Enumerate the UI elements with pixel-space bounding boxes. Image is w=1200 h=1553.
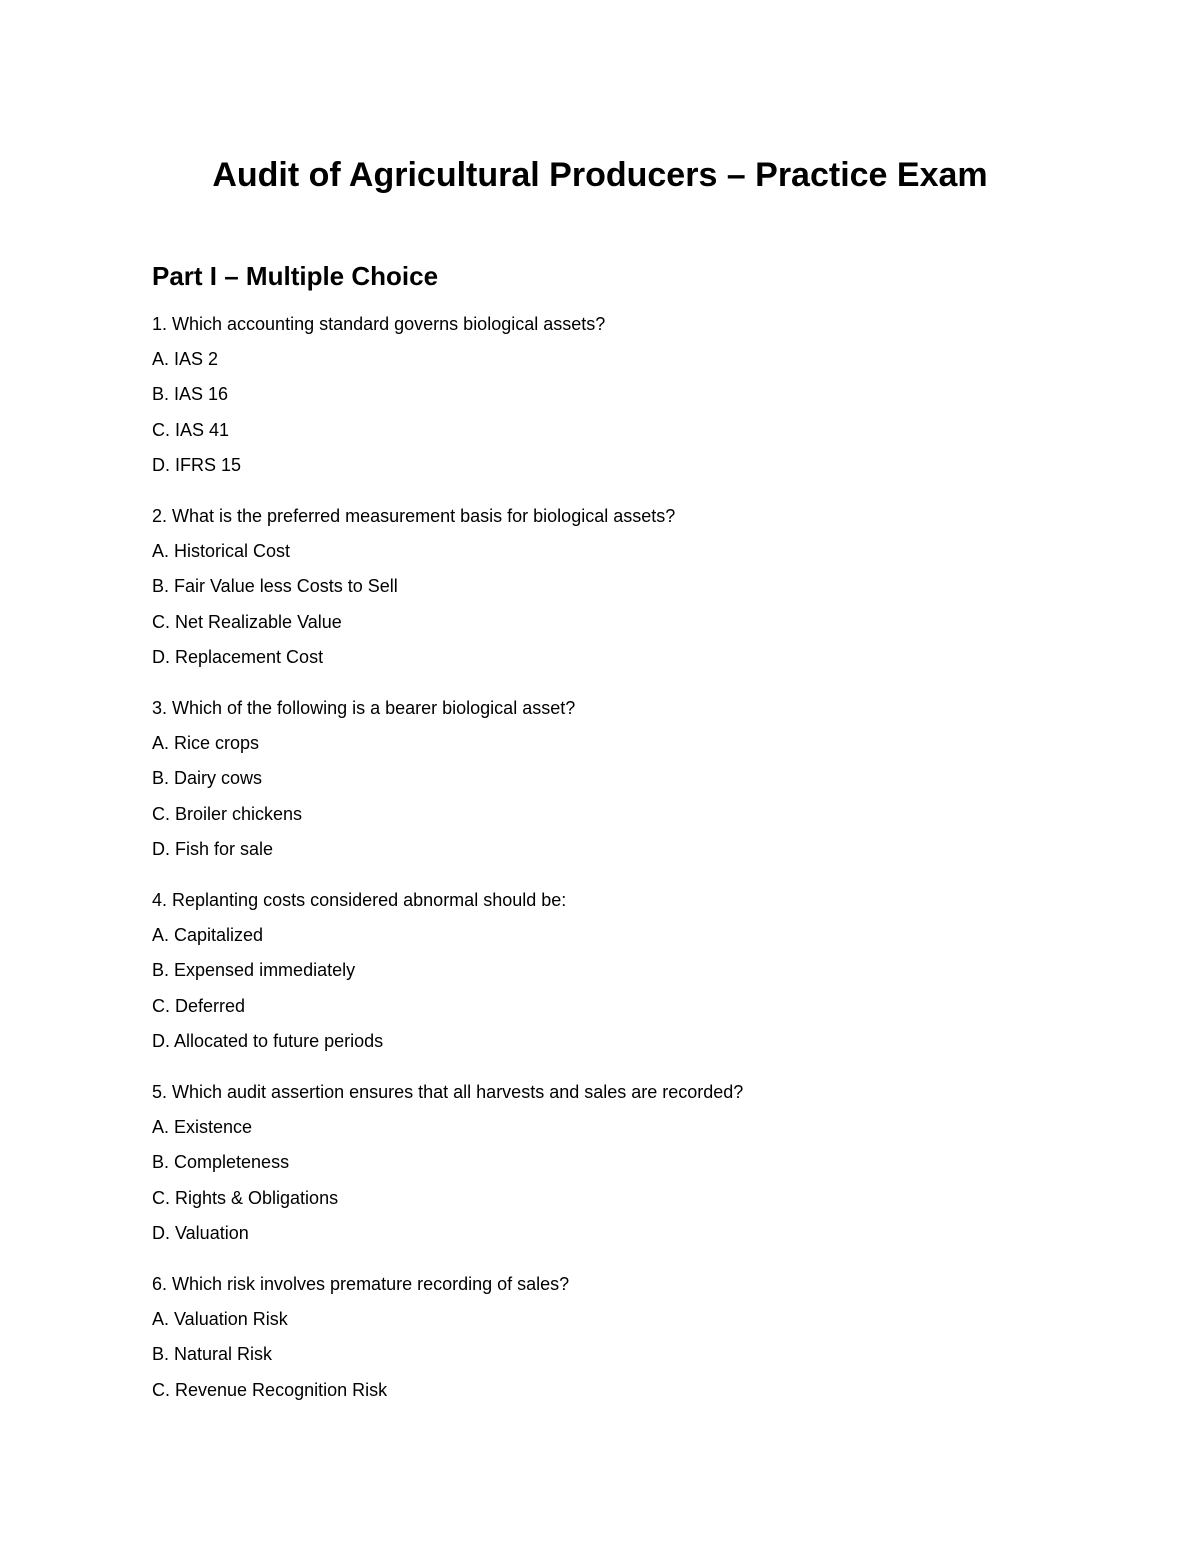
answer-option: B. Completeness [152, 1152, 290, 1173]
answer-option: B. Natural Risk [152, 1344, 273, 1365]
answer-option: B. Dairy cows [152, 768, 263, 789]
answer-option: A. Rice crops [152, 733, 260, 754]
answer-option: C. IAS 41 [152, 419, 230, 440]
question-4 [152, 883, 1112, 1059]
question-6 [152, 1267, 1112, 1408]
question-3 [152, 691, 1112, 867]
question-list [152, 307, 1112, 1424]
answer-option: D. Valuation [152, 1222, 249, 1243]
answer-option: C. Broiler chickens [152, 803, 303, 824]
question-text: 3. Which of the following is a bearer biological asset? [152, 698, 576, 719]
part-heading: Part I – Multiple Choice [152, 261, 439, 291]
question-text: 4. Replanting costs considered abnormal should be: [152, 890, 567, 911]
answer-option: A. Existence [152, 1117, 253, 1138]
answer-option: A. Capitalized [152, 925, 264, 946]
answer-option: B. Expensed immediately [152, 960, 356, 981]
question-2 [152, 499, 1112, 675]
answer-option: D. Fish for sale [152, 838, 274, 859]
answer-option: A. Historical Cost [152, 541, 291, 562]
question-text: 1. Which accounting standard governs biological assets? [152, 314, 606, 334]
answer-option: D. Allocated to future periods [152, 1030, 384, 1051]
answer-option: C. Deferred [152, 995, 246, 1016]
answer-option: B. IAS 16 [152, 384, 229, 405]
answer-option: D. IFRS 15 [152, 454, 242, 475]
answer-option: D. Replacement Cost [152, 646, 324, 667]
answer-option: C. Rights & Obligations [152, 1187, 339, 1208]
question-5 [152, 1075, 1112, 1251]
answer-option: A. IAS 2 [152, 349, 219, 370]
answer-option: C. Revenue Recognition Risk [152, 1379, 388, 1400]
question-text: 5. Which audit assertion ensures that all harvests and sales are recorded? [152, 1082, 744, 1103]
document-title: Audit of Agricultural Producers – Practice Exam [212, 156, 988, 194]
answer-option: C. Net Realizable Value [152, 611, 342, 632]
answer-option: A. Valuation Risk [152, 1309, 288, 1330]
answer-option: B. Fair Value less Costs to Sell [152, 576, 398, 597]
question-text: 6. Which risk involves premature recording of sales? [152, 1274, 570, 1295]
question-text: 2. What is the preferred measurement basis for biological assets? [152, 506, 676, 527]
question-1 [152, 307, 1112, 483]
